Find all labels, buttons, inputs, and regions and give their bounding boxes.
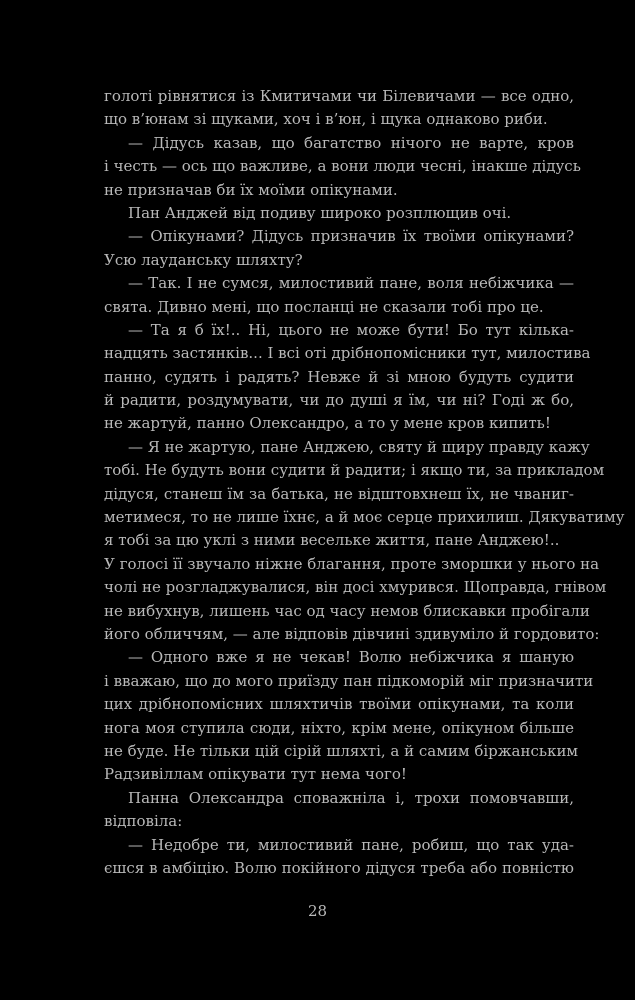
text-line: голоті рівнятися із Кмитичами чи Білевичами — все одно, bbox=[104, 87, 574, 105]
text-line: цих дрібнопомісних шляхтичів твоїми опікунами, та коли bbox=[104, 695, 574, 714]
page-number: 28 bbox=[307, 902, 328, 920]
text-line: чолі не розгладжувалися, він досі хмурився. Щоправда, гнівом bbox=[104, 578, 607, 597]
text-line: й радити, роздумувати, чи до душі я їм, чи ні? Годі ж бо, bbox=[104, 391, 574, 410]
text-line: — Я не жартую, пане Анджею, святу й щиру правду кажу bbox=[128, 437, 590, 456]
text-line: — Недобре ти, милостивий пане, робиш, що так уда- bbox=[128, 835, 574, 854]
text-line: його обличчям, — але відповів дівчині здивуміло й гордовито: bbox=[104, 624, 600, 643]
text-line: тобі. Не будуть вони судити й радити; і якщо ти, за прикладом bbox=[104, 461, 605, 480]
text-line: не буде. Не тільки цій сірій шляхті, а й самим біржанським bbox=[104, 741, 579, 760]
text-line: і честь — ось що важливе, а вони люди чесні, інакше дідусь bbox=[104, 157, 581, 176]
text-line: єшся в амбіцію. Волю покійного дідуся треба або повністю bbox=[104, 858, 574, 877]
text-line: У голосі її звучало ніжне благання, проте зморшки у нього на bbox=[104, 554, 600, 573]
text-line: нога моя ступила сюди, ніхто, крім мене, опікуном більше bbox=[104, 718, 574, 737]
text-line: і вважаю, що до мого приїзду пан підкоморій міг призначити bbox=[104, 671, 594, 690]
body-text bbox=[104, 85, 625, 880]
text-line: панно, судять і радять? Невже й зі мною будуть судити bbox=[104, 367, 574, 386]
text-line: — Так. І не сумся, милостивий пане, воля небіжчика — bbox=[128, 274, 574, 293]
text-line: надцять застянків... І всі оті дрібнопомісники тут, милостива bbox=[104, 344, 591, 363]
text-line: Радзивіллам опікувати тут нема чого! bbox=[104, 765, 407, 784]
text-line: не жартуй, панно Олександро, а то у мене кров кипить! bbox=[104, 414, 551, 433]
text-line: — Одного вже я не чекав! Волю небіжчика я шаную bbox=[128, 648, 574, 667]
text-line: не призначав би їх моїми опікунами. bbox=[104, 180, 398, 199]
text-line: — Дідусь казав, що багатство нічого не варте, кров bbox=[128, 133, 574, 152]
text-line: метимеся, то не лише їхнє, а й моє серце прихилиш. Дякуватиму bbox=[104, 508, 625, 527]
text-line: Пан Анджей від подиву широко розплющив очі. bbox=[128, 203, 512, 222]
text-line: не вибухнув, лишень час од часу немов блискавки пробігали bbox=[104, 601, 590, 620]
text-line: свята. Дивно мені, що посланці не сказали тобі про це. bbox=[104, 297, 544, 316]
text-line: я тобі за цю уклі з ними весельке життя, пане Анджею!.. bbox=[104, 531, 560, 550]
text-line: дідуся, станеш їм за батька, не відштовхнеш їх, не чваниг- bbox=[104, 484, 574, 503]
text-line: — Опікунами? Дідусь призначив їх твоїми опікунами? bbox=[128, 227, 574, 246]
text-line: що в’юнам зі щуками, хоч і в’юн, і щука однаково риби. bbox=[104, 110, 548, 129]
text-line: — Та я б їх!.. Ні, цього не може бути! Бо тут кілька- bbox=[128, 320, 574, 339]
text-line: Усю лауданську шляхту? bbox=[104, 250, 303, 269]
text-line: відповіла: bbox=[104, 812, 183, 831]
text-line: Панна Олександра споважніла і, трохи помовчавши, bbox=[128, 788, 574, 807]
